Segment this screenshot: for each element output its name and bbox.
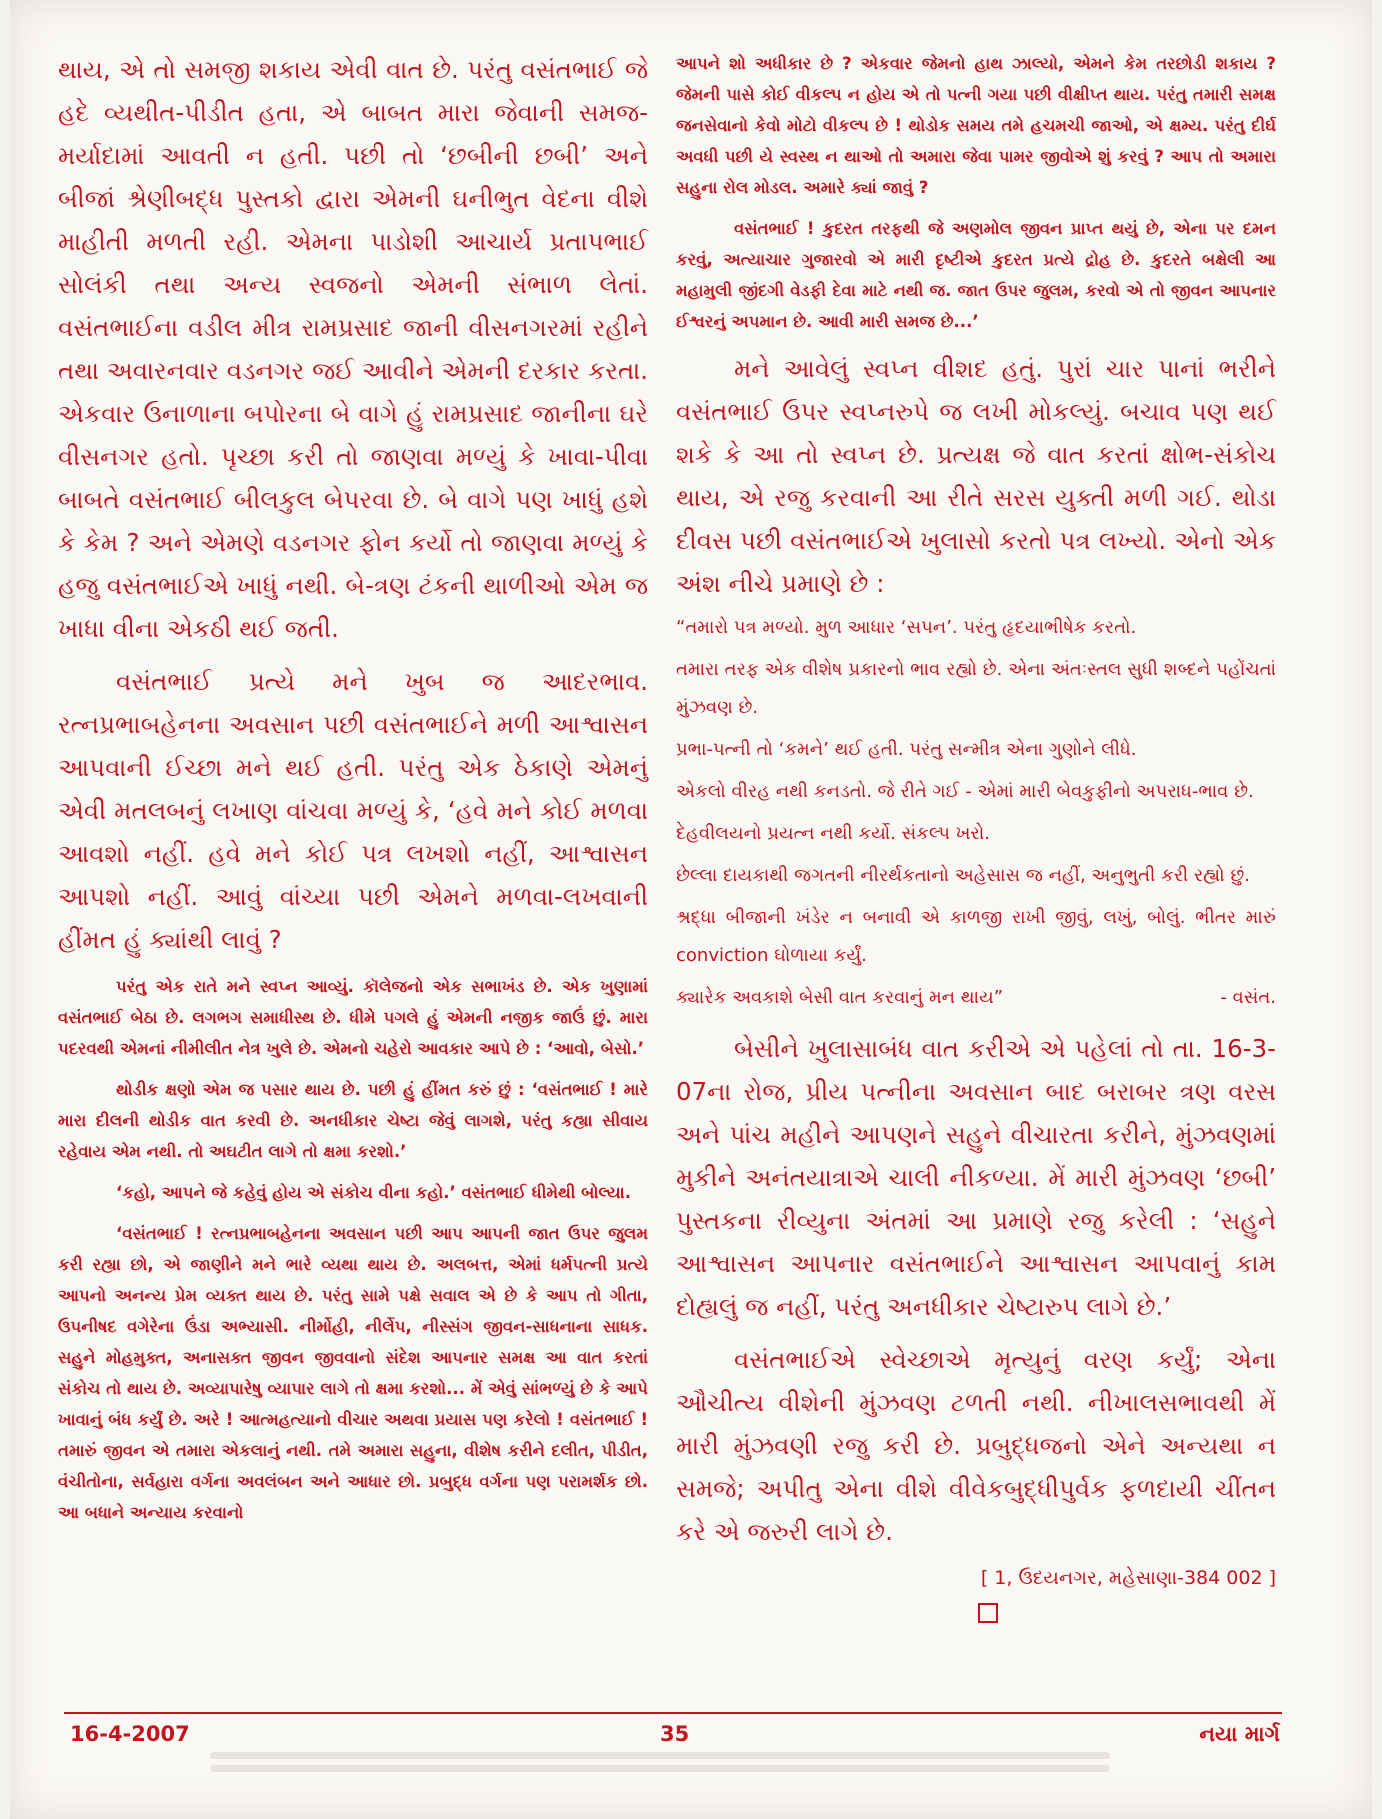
author-address: [ 1, ઉદયનગર, મહેસાણા-384 002 ]	[980, 1567, 1276, 1589]
paragraph: બેસીને ખુલાસાબંધ વાત કરીએ એ પહેલાં તો તા. 16-3-07ના રોજ, પ્રીય પત્નીના અવસાન બાદ બરાબર ત્રણ વરસ અને પાંચ મહીને આપણને સહુને વીચારતા કરીને, મુંઝવણમાં મુકીને અનંતયાત્રાએ ચાલી નીકળ્યા. મેં મારી મુંઝવણ ‘છબી’ પુસ્તકના રીવ્યુના અંતમાં આ પ્રમાણે રજુ કરેલી : ‘સહુને આશ્વાસન આપનાર વસંતભાઈને આશ્વાસન આપવાનું કામ દોહ્યલું જ નહીં, પરંતુ અનધીકાર ચેષ્ટારુપ લાગે છે.’	[676, 1034, 1276, 1321]
footer-date: 16-4-2007	[70, 1722, 190, 1746]
letter-line: પ્રભા-પત્ની તો ‘કમને’ થઈ હતી. પરંતુ સન્મીત્ર એના ગુણોને લીધે.	[676, 739, 1137, 760]
dream-paragraph: ‘વસંતભાઈ ! રત્નપ્રભાબહેનના અવસાન પછી આપ આપની જાત ઉપર જુલમ કરી રહ્યા છો, એ જાણીને મને ભારે વ્યથા થાય છે. અલબત્ત, એમાં ધર્મપત્ની પ્રત્યે આપનો અનન્ય પ્રેમ વ્યક્ત થાય છે. પરંતુ સામે પક્ષે સવાલ એ છે કે આપ તો ગીતા, ઉપનીષદ વગેરેના ઉંડા અભ્યાસી. નીર્મોહી, નીર્લેપ, નીસ્સંગ જીવન-સાધનાના સાધક. સહુને મોહમુક્ત, અનાસક્ત જીવન જીવવાનો સંદેશ આપનાર સમક્ષ આ વાત કરતાં સંકોચ તો થાય છે. અવ્યાપારેષુ વ્યાપાર લાગે તો ક્ષમા કરશો... મેં એવું સાંભળ્યું છે કે આપે ખાવાનું બંધ કર્યું છે. અરે ! આત્મહત્યાનો વીચાર અથવા પ્રયાસ પણ કરેલો ! વસંતભાઈ ! તમારું જીવન એ તમારા એકલાનું નથી. તમે અમારા સહુના, વીશેષ કરીને દલીત, પીડીત, વંચીતોના, સર્વહારા વર્ગના અવલંબન અને આધાર છો. પ્રબુદ્ધ વર્ગના પણ પરામર્શક છો. આ બધાને અન્યાય કરવાનો	[58, 1224, 648, 1522]
letter-signature: - વસંત.	[1220, 987, 1276, 1008]
letter-closing-row	[676, 979, 1276, 1017]
end-square-icon	[978, 1603, 998, 1623]
paragraph: મને આવેલું સ્વપ્ન વીશદ હતું. પુરાં ચાર પાનાં ભરીને વસંતભાઈ ઉપર સ્વપ્નરુપે જ લખી મોકલ્યું. બચાવ પણ થઈ શકે કે આ તો સ્વપ્ન છે. પ્રત્યક્ષ જે વાત કરતાં ક્ષોભ-સંકોચ થાય, એ રજુ કરવાની આ રીતે સરસ યુક્તી મળી ગઈ. થોડા દીવસ પછી વસંતભાઈએ ખુલાસો કરતો પત્ર લખ્યો. એનો એક અંશ નીચે પ્રમાણે છે :	[676, 354, 1276, 598]
letter-line: ક્યારેક અવકાશે બેસી વાત કરવાનું મન થાય”	[676, 987, 1004, 1008]
left-column	[58, 48, 648, 1528]
letter-line: એકલો વીરહ નથી કનડતો. જે રીતે ગઈ - એમાં મારી બેવકુફીનો અપરાધ-ભાવ છે.	[676, 781, 1254, 802]
dream-paragraph: થોડીક ક્ષણો એમ જ પસાર થાય છે. પછી હું હીંમત કરું છું : ‘વસંતભાઈ ! મારે મારા દીલની થોડીક વાત કરવી છે. અનધીકાર ચેષ્ટા જેવું લાગશે, પરંતુ કહ્યા સીવાય રહેવાય એમ નથી. તો અઘટીત લાગે તો ક્ષમા કરશો.’	[58, 1080, 648, 1161]
paragraph: થાય, એ તો સમજી શકાય એવી વાત છે. પરંતુ વસંતભાઈ જે હદે વ્યથીત-પીડીત હતા, એ બાબત મારા જેવાની સમજ- મર્યાદામાં આવતી ન હતી. પછી તો ‘છબીની છબી’ અને બીજાં શ્રેણીબદ્ધ પુસ્તકો દ્વારા એમની ઘનીભુત વેદના વીશે માહીતી મળતી રહી. એમના પાડોશી આચાર્ય પ્રતાપભાઈ સોલંકી તથા અન્ય સ્વજનો એમની સંભાળ લેતાં. વસંતભાઈના વડીલ મીત્ર રામપ્રસાદ જાની વીસનગરમાં રહીને તથા અવારનવાર વડનગર જઈ આવીને એમની દરકાર કરતા. એકવાર ઉનાળાના બપોરના બે વાગે હું રામપ્રસાદ જાનીના ઘરે વીસનગર હતો. પૃચ્છા કરી તો જાણવા મળ્યું કે ખાવા-પીવા બાબતે વસંતભાઈ બીલકુલ બેપરવા છે. બે વાગે પણ ખાધું હશે કે કેમ ? અને એમણે વડનગર ફોન કર્યો તો જાણવા મળ્યું કે હજુ વસંતભાઈએ ખાધું નથી. બે-ત્રણ ટંકની થાળીઓ એમ જ ખાધા વીના એકઠી થઈ જતી.	[58, 55, 648, 643]
footer-rule	[64, 1712, 1282, 1714]
letter-line: “તમારો પત્ર મળ્યો. મુળ આધાર ‘સપન’. પરંતુ હૃદયાભીષેક કરતો.	[676, 617, 1137, 638]
dream-paragraph: ‘કહો, આપને જે કહેવું હોય એ સંકોચ વીના કહો.’ વસંતભાઈ ધીમેથી બોલ્યા.	[116, 1183, 631, 1202]
magazine-name: નયા માર્ગ	[1199, 1722, 1280, 1746]
right-column	[676, 48, 1276, 1623]
magazine-page	[10, 0, 1372, 1819]
letter-line: છેલ્લા દાયકાથી જગતની નીરર્થકતાનો અહેસાસ જ નહીં, અનુભુતી કરી રહ્યો છું.	[676, 865, 1250, 886]
letter-line: તમારા તરફ એક વીશેષ પ્રકારનો ભાવ રહ્યો છે. એના અંતઃસ્તલ સુધી શબ્દને પહોંચતાં મુંઝવણ છે.	[676, 659, 1276, 718]
letter-line: શ્રદ્ધા બીજાની ખંડેર ન બનાવી એ કાળજી રાખી જીવું, લખું, બોલું. ભીતર મારું conviction ઘોળાયા કર્યું.	[676, 907, 1276, 966]
paragraph: વસંતભાઈએ સ્વેચ્છાએ મૃત્યુનું વરણ કર્યું; એના ઔચીત્ય વીશેની મુંઝવણ ટળતી નથી. નીખાલસભાવથી મેં મારી મુંઝવણી રજુ કરી છે. પ્રબુદ્ધજનો એને અન્યથા ન સમજે; અપીતુ એના વીશે વીવેકબુદ્ધીપુર્વક ફળદાયી ચીંતન કરે એ જરુરી લાગે છે.	[676, 1345, 1276, 1546]
dream-paragraph: આપને શો અધીકાર છે ? એકવાર જેમનો હાથ ઝાલ્યો, એમને કેમ તરછોડી શકાય ? જેમની પાસે કોઈ વીકલ્પ ન હોય એ તો પત્ની ગયા પછી વીક્ષીપ્ત થાય. પરંતુ તમારી સમક્ષ જનસેવાનો કેવો મોટો વીકલ્પ છે ! થોડોક સમય તમે હચમચી જાઓ, એ ક્ષમ્ય. પરંતુ દીર્ઘ અવધી પછી યે સ્વસ્થ ન થાઓ તો અમારા જેવા પામર જીવોએ શું કરવું ? આપ તો અમારા સહુના રોલ મોડલ. અમારે ક્યાં જાવું ?	[676, 54, 1276, 197]
letter-line: દેહવીલયનો પ્રયત્ન નથી કર્યો. સંકલ્પ ખરો.	[676, 823, 990, 844]
bleed-through-text	[210, 1752, 1110, 1776]
paragraph: વસંતભાઈ પ્રત્યે મને ખુબ જ આદરભાવ. રત્નપ્રભાબહેનના અવસાન પછી વસંતભાઈને મળી આશ્વાસન આપવાની ઈચ્છા મને થઈ હતી. પરંતુ એક ઠેકાણે એમનું એવી મતલબનું લખાણ વાંચવા મળ્યું કે, ‘હવે મને કોઈ મળવા આવશો નહીં. હવે મને કોઈ પત્ર લખશો નહીં, આશ્વાસન આપશો નહીં. આવું વાંચ્યા પછી એમને મળવા-લખવાની હીંમત હું ક્યાંથી લાવું ?	[58, 667, 648, 954]
page-number: 35	[660, 1722, 690, 1746]
letter-quote	[676, 609, 1276, 1017]
dream-paragraph: પરંતુ એક રાતે મને સ્વપ્ન આવ્યું. કૉલેજનો એક સભાખંડ છે. એક ખુણામાં વસંતભાઈ બેઠા છે. લગભગ સમાધીસ્થ છે. ધીમે પગલે હું એમની નજીક જાઉં છું. મારા પદરવથી એમનાં નીમીલીત નેત્ર ખુલે છે. એમનો ચહેરો આવકાર આપે છે : ‘આવો, બેસો.’	[58, 977, 648, 1058]
dream-paragraph: વસંતભાઈ ! કુદરત તરફથી જે અણમોલ જીવન પ્રાપ્ત થયું છે, એના પર દમન કરવું, અત્યાચાર ગુજારવો એ મારી દૃષ્ટીએ કુદરત પ્રત્યે દ્રોહ છે. કુદરતે બક્ષેલી આ મહામુલી જીંદગી વેડફી દેવા માટે નથી જ. જાત ઉપર જુલમ, કરવો એ તો જીવન આપનાર ઈશ્વરનું અપમાન છે. આવી મારી સમજ છે...’	[676, 219, 1276, 331]
